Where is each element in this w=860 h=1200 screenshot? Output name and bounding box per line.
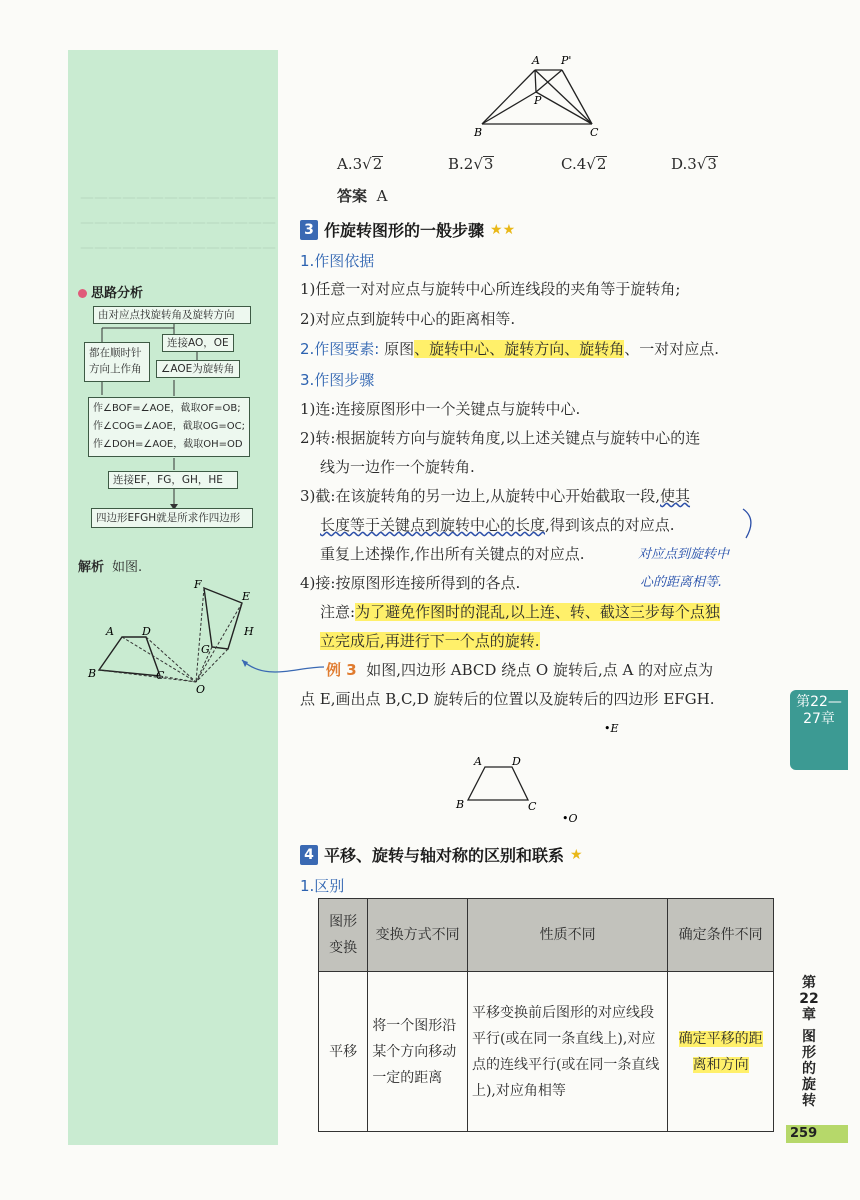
choice-d: D.3√3: [671, 155, 717, 173]
section3-badge: 3: [300, 220, 318, 240]
fig-label: D: [142, 625, 151, 638]
header-cell: 变换方式不同: [368, 899, 468, 972]
basis-item: 2)对应点到旋转中心的距离相等.: [300, 310, 516, 328]
choice-a: A.3√2: [337, 155, 383, 173]
fig-label: P: [534, 94, 542, 107]
fig-label: G: [201, 643, 210, 656]
ghost-text: ——————————————: [80, 215, 276, 231]
step-2b: 线为一边作一个旋转角.: [320, 458, 475, 476]
chapter-tab[interactable]: 第22—27章: [790, 690, 848, 770]
star-icon: ★: [570, 846, 583, 863]
fig-label: D: [512, 755, 521, 768]
example3-label: 例 3: [326, 661, 357, 679]
section4-title: 平移、旋转与轴对称的区别和联系: [324, 846, 565, 865]
fig-label: E: [242, 590, 251, 603]
header-cell: 图形变换: [319, 899, 368, 972]
step-2a: 2)转:根据旋转方向与旋转角度,以上述关键点与旋转中心的连: [300, 429, 701, 447]
construct-line: 作∠DOH=∠AOE，截取OH=OD: [93, 439, 243, 450]
section3-title: 作旋转图形的一般步骤: [324, 221, 485, 240]
fig-label: F: [194, 578, 202, 591]
fig-label: C: [156, 669, 165, 682]
fig-label: B: [88, 667, 97, 680]
fig-label: O: [196, 683, 206, 696]
page-number: 259: [786, 1125, 848, 1143]
table-header-row: [319, 899, 774, 972]
ghost-text: ——————————————: [80, 190, 276, 206]
pointer-arrow: [236, 652, 326, 692]
steps-title: 3.作图步骤: [300, 371, 375, 389]
handwritten-note: 对应点到旋转中: [638, 547, 730, 562]
fig-label: •O: [562, 812, 578, 825]
section4-badge: 4: [300, 845, 318, 865]
step-1: 1)连:连接原图形中一个关键点与旋转中心.: [300, 400, 581, 418]
example3-figure: [450, 720, 630, 830]
sidebar-section-title: 思路分析: [78, 282, 143, 301]
handwritten-note: 心的距离相等.: [640, 575, 723, 590]
choice-c: C.4√2: [561, 155, 607, 173]
flow-step-angle-aoe: ∠AOE为旋转角: [156, 360, 240, 378]
answer-value: A: [376, 187, 388, 205]
flow-step-clockwise: 都在顺时针方向上作角: [84, 342, 150, 382]
analysis-text: 如图.: [112, 560, 143, 575]
fig-label: C: [528, 800, 537, 813]
header-cell: 性质不同: [467, 899, 667, 972]
table-cell: 将一个图形沿某个方向移动一定的距离: [368, 972, 468, 1132]
flow-step-find-angle: 由对应点找旋转角及旋转方向: [93, 306, 251, 324]
fig-label: •E: [604, 722, 619, 735]
star-icon: ★★: [490, 221, 516, 238]
ghost-text: ——————————————: [80, 240, 276, 256]
answer-label: 答案: [337, 187, 368, 205]
table-cell: 确定平移的距离和方向: [668, 972, 774, 1132]
table-cell: 平移变换前后图形的对应线段平行(或在同一条直线上),对应点的连线平行(或在同一条直线上),对应角相等: [467, 972, 667, 1132]
note-line-a: 注意:为了避免作图时的混乱,以上连、转、截这三步每个点独: [320, 603, 720, 621]
fig-label: A: [106, 625, 114, 638]
construct-line: 作∠COG=∠AOE，截取OG=OC;: [93, 421, 245, 432]
sidebar-analysis: [78, 556, 142, 575]
bullet-icon: [78, 289, 87, 298]
step-4: 4)接:按原图形连接所得到的各点.: [300, 574, 521, 592]
fig-label: P': [561, 54, 572, 67]
fig-label: H: [244, 625, 254, 638]
flow-step-connect: 连接AO，OE: [162, 334, 234, 352]
note-line-b: 立完成后,再进行下一个点的旋转.: [320, 632, 540, 650]
example3-line1: 例 3 如图,四边形 ABCD 绕点 O 旋转后,点 A 的对应点为: [326, 661, 714, 679]
step-3b: 长度等于关键点到旋转中心的长度,得到该点的对应点.: [320, 516, 675, 534]
analysis-label: 解析: [78, 560, 105, 575]
header-cell: 确定条件不同: [668, 899, 774, 972]
top-triangle-figure: [470, 52, 610, 140]
section4-heading: [300, 843, 583, 866]
fig-label: B: [456, 798, 465, 811]
basis-item: 1)任意一对对应点与旋转中心所连线段的夹角等于旋转角;: [300, 280, 681, 298]
fig-label: A: [532, 54, 540, 67]
fig-label: A: [474, 755, 482, 768]
table-cell: 平移: [319, 972, 368, 1132]
annotation-curve: [738, 506, 758, 542]
answer-line: [337, 186, 387, 206]
construct-line: 作∠BOF=∠AOE，截取OF=OB;: [93, 403, 241, 414]
elements-title: 2.作图要素:: [300, 340, 380, 358]
repeat-line: 重复上述操作,作出所有关键点的对应点.: [320, 545, 585, 563]
section3-heading: [300, 218, 515, 241]
table-row: [319, 972, 774, 1132]
flow-step-constructs: [88, 397, 250, 457]
choice-b: B.2√3: [448, 155, 494, 173]
flow-step-final: 四边形EFGH就是所求作四边形: [91, 508, 253, 528]
section3-basis-title: 1.作图依据: [300, 252, 375, 270]
chapter-vertical-title: 第 22 章 图 形 的 旋 转: [799, 975, 819, 1109]
step-3a: 3)截:在该旋转角的另一边上,从旋转中心开始截取一段,使其: [300, 487, 691, 505]
flow-step-connect-efgh: 连接EF，FG，GH，HE: [108, 471, 238, 489]
elements-line: 2.作图要素: 原图、旋转中心、旋转方向、旋转角、一对对应点.: [300, 340, 719, 358]
fig-label: B: [474, 126, 483, 139]
comparison-table: [318, 898, 774, 1132]
example3-line2: 点 E,画出点 B,C,D 旋转后的位置以及旋转后的四边形 EFGH.: [300, 690, 715, 708]
fig-label: C: [590, 126, 599, 139]
section4-sub: 1.区别: [300, 877, 345, 895]
